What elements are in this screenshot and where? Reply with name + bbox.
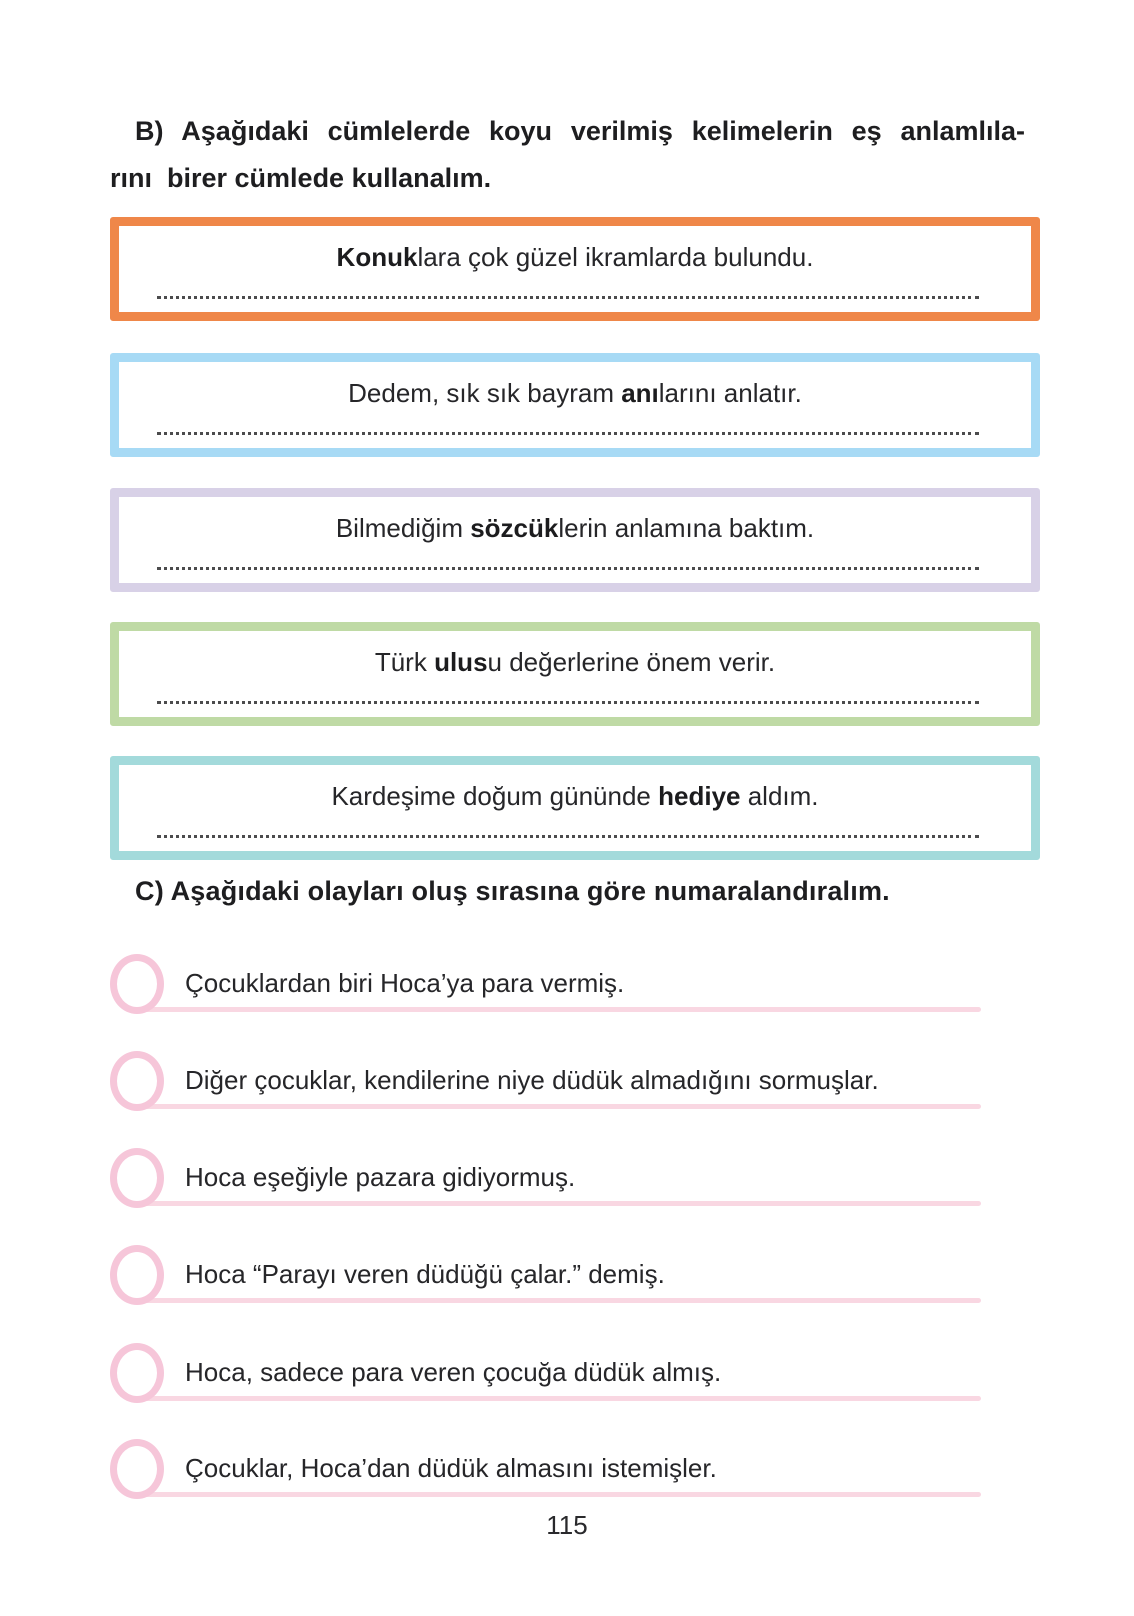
sentence-post: lara çok güzel ikramlarda bulundu. [417, 242, 814, 272]
sequence-item-1 [110, 942, 985, 1012]
sentence-post: larını anlatır. [658, 378, 802, 408]
sentence-text [119, 242, 1031, 273]
sentence-box-ulus [110, 622, 1040, 726]
sentence-box-sozcuk [110, 488, 1040, 592]
sentence-pre: Kardeşime doğum gününde [331, 781, 659, 811]
item-underline [133, 1104, 981, 1109]
sentence-pre: Dedem, sık sık bayram [348, 378, 622, 408]
bold-word: anı [621, 378, 659, 408]
sentence-post: lerin anlamına baktım. [558, 513, 815, 543]
sentence-box-hediye [110, 756, 1040, 860]
sentence-text [119, 513, 1031, 544]
item-underline [133, 1396, 981, 1401]
answer-dotted-line[interactable] [157, 429, 979, 435]
bold-word: ulus [434, 647, 488, 677]
item-text: Hoca eşeğiyle pazara gidiyormuş. [185, 1162, 576, 1192]
sentence-pre: Türk [374, 647, 435, 677]
sequence-item-2 [110, 1039, 985, 1109]
answer-dotted-line[interactable] [157, 293, 979, 299]
section-b-heading-line2: rını birer cümlede kullanalım. [110, 163, 492, 193]
sentence-post: u değerlerine önem verir. [487, 647, 776, 677]
item-underline [133, 1298, 981, 1303]
number-circle[interactable] [110, 954, 164, 1014]
bold-word: sözcük [470, 513, 559, 543]
item-text: Diğer çocuklar, kendilerine niye düdük almadığını sormuşlar. [185, 1065, 879, 1095]
item-text: Çocuklardan biri Hoca’ya para vermiş. [185, 968, 625, 998]
number-circle[interactable] [110, 1343, 164, 1403]
sentence-post: aldım. [740, 781, 819, 811]
section-c-heading: C) Aşağıdaki olayları oluş sırasına göre numaralandıralım. [135, 876, 890, 906]
bold-word: hediye [658, 781, 741, 811]
sentence-text [119, 378, 1031, 409]
sequence-item-4 [110, 1233, 985, 1303]
section-b-heading-line1: B) Aşağıdaki cümlelerde koyu verilmiş kelimelerin eş anlamlıla- [135, 116, 1025, 146]
sentence-box-ani [110, 353, 1040, 457]
answer-dotted-line[interactable] [157, 698, 979, 704]
number-circle[interactable] [110, 1148, 164, 1208]
item-text: Hoca “Parayı veren düdüğü çalar.” demiş. [185, 1259, 665, 1289]
sentence-text [119, 647, 1031, 678]
sequence-item-5 [110, 1331, 985, 1401]
bold-word: Konuk [336, 242, 418, 272]
item-underline [133, 1007, 981, 1012]
item-underline [133, 1492, 981, 1497]
number-circle[interactable] [110, 1245, 164, 1305]
answer-dotted-line[interactable] [157, 832, 979, 838]
sentence-pre: Bilmediğim [335, 513, 471, 543]
item-text: Çocuklar, Hoca’dan düdük almasını istemişler. [185, 1453, 717, 1483]
number-circle[interactable] [110, 1439, 164, 1499]
answer-dotted-line[interactable] [157, 564, 979, 570]
number-circle[interactable] [110, 1051, 164, 1111]
sequence-item-3 [110, 1136, 985, 1206]
section-b-heading [110, 108, 1025, 202]
page-number: 115 [546, 1510, 588, 1540]
sentence-box-konuk [110, 217, 1040, 321]
item-text: Hoca, sadece para veren çocuğa düdük almış. [185, 1357, 722, 1387]
sequence-item-6 [110, 1427, 985, 1497]
sentence-text [119, 781, 1031, 812]
item-underline [133, 1201, 981, 1206]
